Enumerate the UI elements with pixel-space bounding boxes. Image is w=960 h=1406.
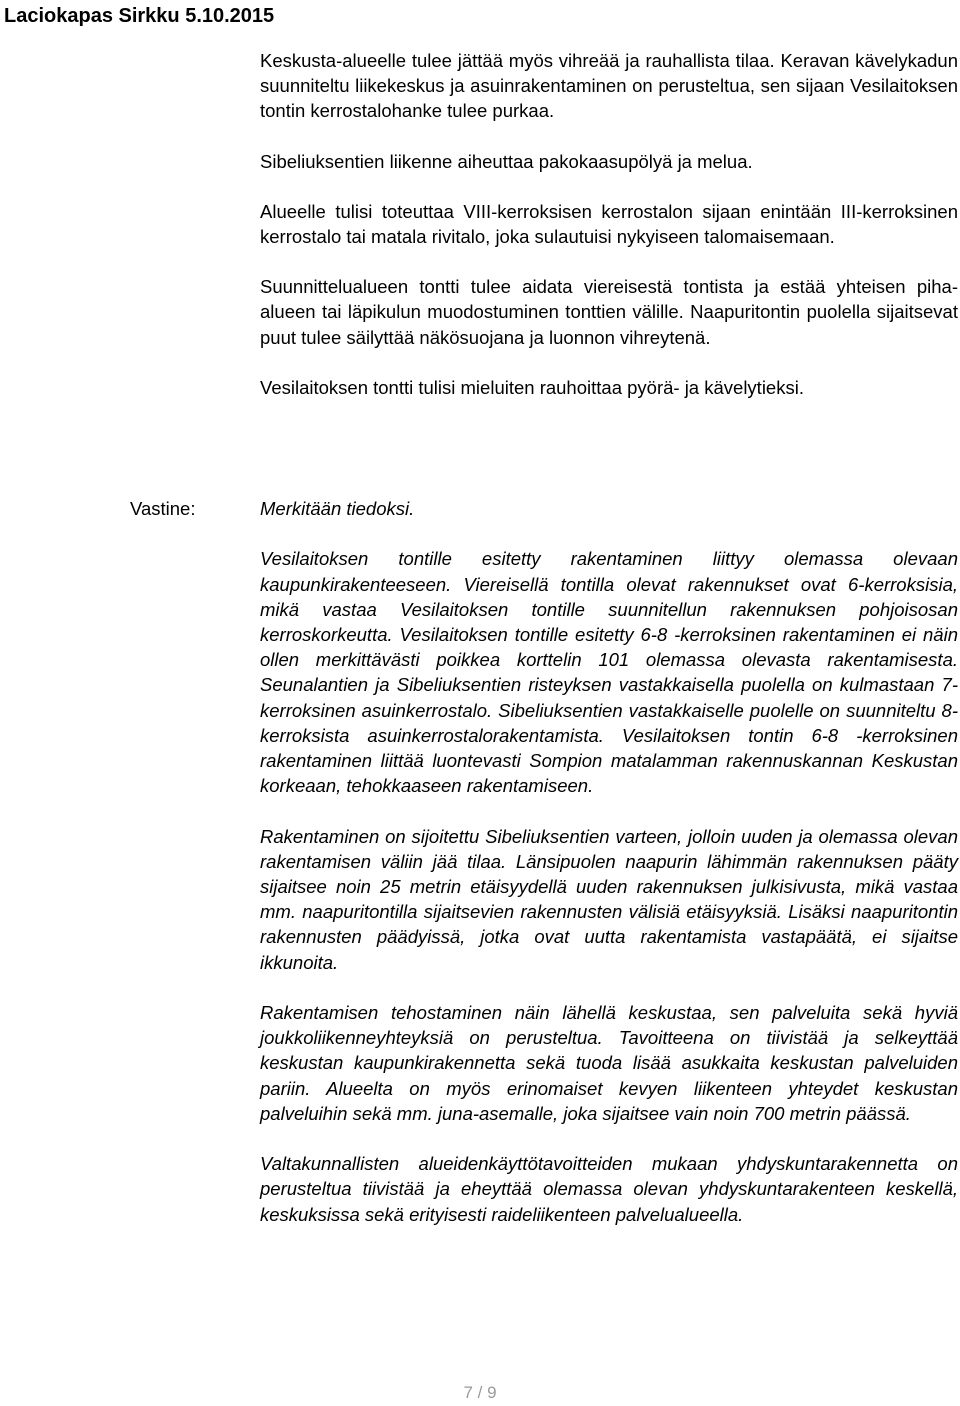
body-paragraph: Keskusta-alueelle tulee jättää myös vihreää ja rauhallista tilaa. Keravan kävelykadun suunniteltu liikekeskus ja asuinrakentaminen on perusteltua, sen sijaan Vesilaitoksen tontin kerrostalohanke tulee purkaa. xyxy=(260,50,958,122)
response-text xyxy=(260,496,958,1252)
response-paragraph: Rakentaminen on sijoitettu Sibeliuksentien varteen, jolloin uuden ja olemassa olevan rakentamisen väliin jää tilaa. Länsipuolen naapurin lähimmän rakennuksen pääty sijaitsee noin 25 metrin etäisyydellä uuden rakennuksen julkisivusta, mikä vastaa mm. naapuritontilla sijaitsevien rakennusten välisiä etäisyyksiä. Lisäksi naapuritontin rakennusten päädyissä, jotka ovat uutta rakentamista vastapäätä, ei sijaitse ikkunoita. xyxy=(260,825,958,973)
response-label: Vastine: xyxy=(130,498,196,519)
body-paragraph: Alueelle tulisi toteuttaa VIII-kerroksisen kerrostalon sijaan enintään III-kerroksinen kerrostalo tai matala rivitalo, joka sulautuisi nykyiseen talomaisemaan. xyxy=(260,200,958,248)
document-header-title: Laciokapas Sirkku 5.10.2015 xyxy=(4,5,275,27)
response-paragraph: Valtakunnallisten alueidenkäyttötavoitteiden mukaan yhdyskuntarakennetta on perusteltua tiivistää ja eheyttää olemassa olevan yhdyskuntarakenteen keskellä, keskuksissa sekä erityisesti raideliikenteen palvelualueella. xyxy=(260,1153,958,1225)
response-paragraph: Rakentamisen tehostaminen näin lähellä keskustaa, sen palveluita sekä hyviä joukkoliikenneyhteyksiä on perusteltua. Tavoitteena on tiivistää ja selkeyttää keskustan kaupunkirakennetta sekä tuoda lisää asukkaita keskustan palveluiden pariin. Alueelta on myös erinomaiset kevyen liikenteen yhteydet keskustan palveluihin sekä mm. juna-asemalle, joka sijaitsee vain noin 700 metrin päässä. xyxy=(260,1002,958,1124)
body-paragraph: Sibeliuksentien liikenne aiheuttaa pakokaasupölyä ja melua. xyxy=(260,150,753,172)
body-paragraph: Vesilaitoksen tontti tulisi mieluiten rauhoittaa pyörä- ja kävelytieksi. xyxy=(260,376,804,398)
body-paragraph: Suunnittelualueen tontti tulee aidata viereisestä tontista ja estää yhteisen piha-alueen tai läpikulun muodostuminen tonttien välille. Naapuritontin puolella sijaitsevat puut tulee säilyttää näkösuojana ja luonnon vihreytenä. xyxy=(260,276,958,348)
response-paragraph: Vesilaitoksen tontille esitetty rakentaminen liittyy olemassa olevaan kaupunkirakenteeseen. Viereisellä tontilla olevat rakennukset ovat 6-kerroksisia, mikä vastaa Vesilaitoksen tontille suunnitellun rakennuksen pohjoisosan kerroskorkeutta. Vesilaitoksen tontille esitetty 6-8 -kerroksinen rakentaminen ei näin ollen merkittävästi poikkea korttelin 101 olemassa olevasta rakentamisesta. Seunalantien ja Sibeliuksentien risteyksen vastakkaisella puolella on kulmastaan 7-kerroksinen asuinkerrostalo. Sibeliuksentien vastakkaiselle puolelle on suunniteltu 8-kerroksista asuinkerrostalorakentamista. Vesilaitoksen tontin 6-8 -kerroksinen rakentaminen liittää luontevasti Sompion matalamman rakennuskannan Keskustan korkeaan, tehokkaaseen rakentamiseen. xyxy=(260,548,958,797)
response-paragraph: Merkitään tiedoksi. xyxy=(260,498,415,519)
feedback-body xyxy=(260,48,958,425)
page-number: 7 / 9 xyxy=(463,1383,497,1402)
